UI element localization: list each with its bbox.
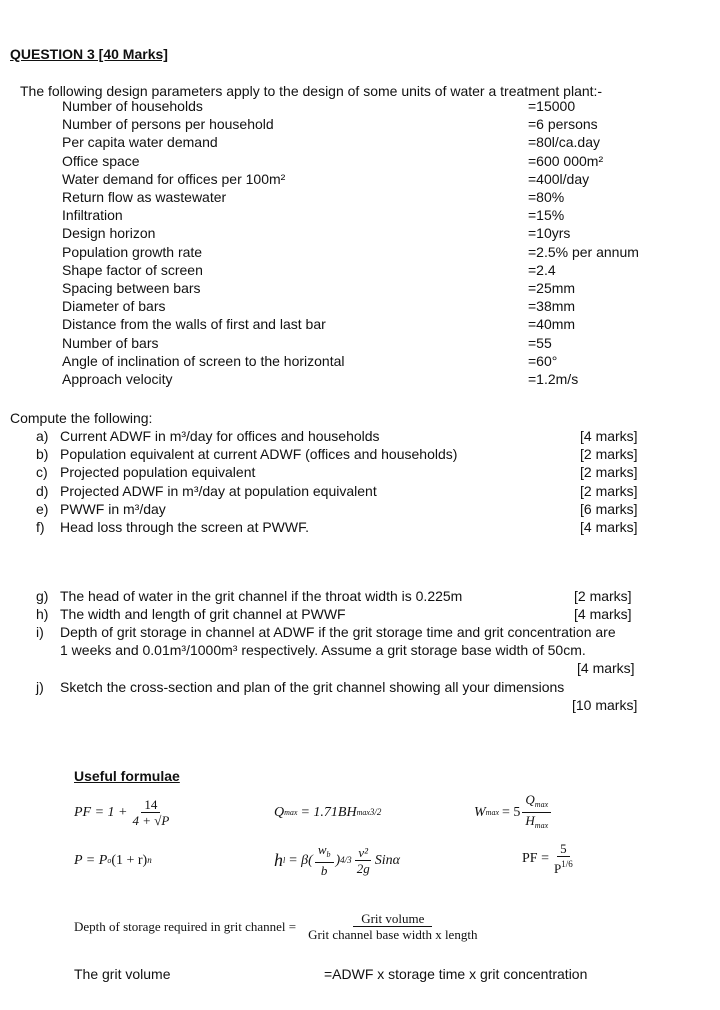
q-lhs: Q xyxy=(274,804,285,820)
task-text: The head of water in the grit channel if the throat width is 0.225m xyxy=(60,588,463,604)
formulae-heading: Useful formulae xyxy=(74,768,180,784)
parameter-label: Approach velocity xyxy=(62,371,173,387)
task-text-line2: 1 weeks and 0.01m³/1000m³ respectively. Assume a grit storage base width of 50cm. xyxy=(60,642,586,658)
parameter-value: =25mm xyxy=(528,280,576,296)
task-text: Population equivalent at current ADWF (offices and households) xyxy=(60,446,458,463)
parameter-value: =60° xyxy=(528,352,558,369)
task-marks: [4 marks] xyxy=(580,519,638,535)
parameter-label: Infiltration xyxy=(62,207,123,224)
q-exp: 3/2 xyxy=(369,806,382,817)
task-marks: [2 marks] xyxy=(580,446,638,463)
task-marks: [4 marks] xyxy=(577,660,635,676)
task-letter: b) xyxy=(36,446,49,463)
w-num: Q xyxy=(525,791,535,807)
task-letter: c) xyxy=(36,464,48,481)
task-text: Projected ADWF in m³/day at population equivalent xyxy=(60,482,377,499)
h-frac-num: w xyxy=(317,842,327,857)
parameter-value: =400l/day xyxy=(528,170,590,187)
parameter-label: Spacing between bars xyxy=(62,280,201,296)
task-letter: d) xyxy=(36,482,49,499)
task-letter: a) xyxy=(36,428,49,444)
depth-label: Depth of storage required in grit channel = xyxy=(74,918,297,934)
depth-den: Grit channel base width x length xyxy=(308,926,478,942)
parameter-label: Design horizon xyxy=(62,225,156,242)
depth-formula xyxy=(74,906,487,946)
h-lhs: h xyxy=(274,849,283,870)
w-lhs: W xyxy=(474,804,486,820)
parameter-label: Number of households xyxy=(62,98,203,114)
parameter-value: =80l/ca.day xyxy=(528,134,600,151)
parameter-value: =2.5% per annum xyxy=(528,243,639,260)
parameter-label: Return flow as wastewater xyxy=(62,189,227,205)
task-letter: j) xyxy=(36,679,44,695)
h-v-den: 2g xyxy=(356,860,370,876)
parameter-label: Office space xyxy=(62,152,140,169)
w-den: H xyxy=(525,812,535,828)
task-text: Current ADWF in m³/day for offices and households xyxy=(60,428,380,444)
task-letter: f) xyxy=(36,519,45,535)
parameter-value: =2.4 xyxy=(528,261,556,278)
pf2-den: P xyxy=(553,860,562,876)
pf2-lhs: PF = xyxy=(522,850,549,866)
pf-formula xyxy=(74,792,174,832)
qmax-formula xyxy=(274,800,381,824)
pf-numerator: 14 xyxy=(141,797,160,813)
h-sin: Sinα xyxy=(374,852,400,868)
pf2-den-exp: 1/6 xyxy=(561,858,573,869)
task-text: PWWF in m³/day xyxy=(60,500,166,517)
pf2-num: 5 xyxy=(557,841,570,857)
h-frac-num-sub: b xyxy=(326,850,331,859)
w-eq: = 5 xyxy=(502,804,521,820)
depth-num: Grit volume xyxy=(353,911,432,927)
task-text: The width and length of grit channel at PWWF xyxy=(60,606,346,622)
task-marks: [6 marks] xyxy=(580,500,638,517)
parameter-value: =40mm xyxy=(528,316,576,333)
task-text: Projected population equivalent xyxy=(60,464,256,481)
task-text: Sketch the cross-section and plan of the grit channel showing all your dimensions xyxy=(60,679,565,695)
parameter-label: Number of bars xyxy=(62,334,159,351)
w-den-sub: max xyxy=(534,820,549,830)
pf2-formula xyxy=(522,836,578,880)
parameter-label: Per capita water demand xyxy=(62,134,218,151)
headloss-formula xyxy=(274,836,400,884)
p-rest: (1 + r) xyxy=(111,852,148,868)
grit-volume-label: The grit volume xyxy=(74,966,171,982)
parameter-label: Diameter of bars xyxy=(62,298,166,315)
parameter-value: =55 xyxy=(528,334,552,351)
task-letter: e) xyxy=(36,500,49,517)
h-eq: = β( xyxy=(288,852,313,868)
task-text-line1: Depth of grit storage in channel at ADWF if the grit storage time and grit concentration are xyxy=(60,624,616,640)
task-marks: [2 marks] xyxy=(574,588,632,604)
wmax-formula xyxy=(474,790,553,834)
parameter-value: =1.2m/s xyxy=(528,371,579,387)
compute-heading: Compute the following: xyxy=(10,410,153,426)
task-marks: [2 marks] xyxy=(580,464,638,481)
parameter-value: =6 persons xyxy=(528,116,598,133)
task-letter: g) xyxy=(36,588,49,604)
parameter-value: =10yrs xyxy=(528,225,571,242)
p-sub: o xyxy=(107,855,112,865)
parameter-value: =80% xyxy=(528,189,565,205)
parameter-value: =15000 xyxy=(528,98,576,114)
parameter-value: =600 000m² xyxy=(528,152,604,169)
h-exp: 4/3 xyxy=(340,854,352,865)
parameter-label: Number of persons per household xyxy=(62,116,274,133)
task-text: Head loss through the screen at PWWF. xyxy=(60,519,309,535)
parameter-label: Shape factor of screen xyxy=(62,261,203,278)
task-letter: h) xyxy=(36,606,49,622)
w-num-sub: max xyxy=(534,799,549,809)
h-sub: l xyxy=(283,855,286,865)
pf-lhs: PF = 1 + xyxy=(74,804,128,820)
task-marks: [4 marks] xyxy=(580,428,638,444)
task-marks: [10 marks] xyxy=(572,697,638,713)
h-frac-den: b xyxy=(320,863,328,878)
q-sub2: max xyxy=(356,807,370,817)
parameter-value: =38mm xyxy=(528,298,576,315)
parameter-label: Distance from the walls of first and last bar xyxy=(62,316,326,333)
q-sub: max xyxy=(284,807,298,817)
h-v-num: v² xyxy=(355,845,371,861)
parameter-label: Water demand for offices per 100m² xyxy=(62,170,286,187)
p-exp: n xyxy=(147,854,152,865)
intro-text: The following design parameters apply to the design of some units of water a treatment plant:- xyxy=(20,83,603,99)
task-marks: [4 marks] xyxy=(574,606,632,622)
parameter-label: Population growth rate xyxy=(62,243,203,260)
question-title: QUESTION 3 [40 Marks] xyxy=(10,46,168,62)
p-text: P = P xyxy=(74,852,108,868)
h-close: ) xyxy=(335,852,341,868)
w-sub: max xyxy=(485,807,499,817)
task-marks: [2 marks] xyxy=(580,482,638,499)
pf-denominator: 4 + √P xyxy=(132,812,170,828)
task-letter: i) xyxy=(36,624,44,640)
q-rhs: = 1.71BH xyxy=(300,804,357,820)
population-formula xyxy=(74,848,152,872)
parameter-label: Angle of inclination of screen to the horizontal xyxy=(62,352,345,369)
parameter-value: =15% xyxy=(528,207,565,224)
grit-volume-value: =ADWF x storage time x grit concentration xyxy=(324,966,588,982)
